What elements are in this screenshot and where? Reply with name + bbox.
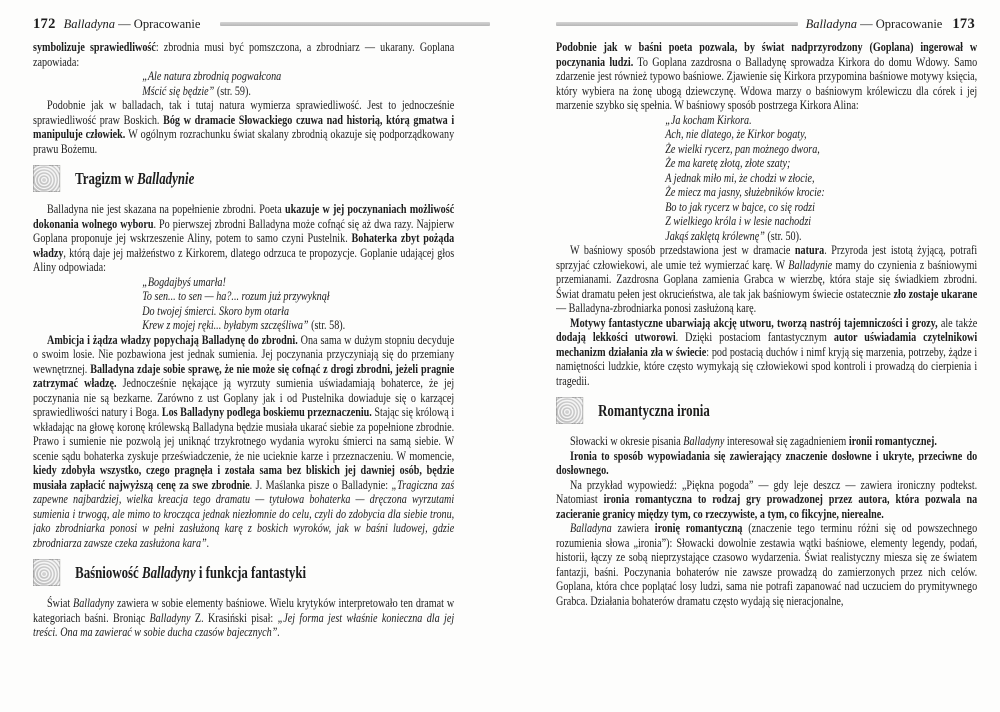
- text-segment: To sen... to sen — ha?... rozum już przywyknął: [142, 288, 330, 303]
- header-rule-left: [220, 22, 490, 26]
- text-segment: zawiera: [611, 520, 655, 535]
- section-title: [598, 397, 710, 424]
- text-segment: (str. 50).: [764, 227, 802, 243]
- text-segment: dodają lekkości utworowi: [556, 329, 676, 344]
- text-segment: Do twojej śmierci. Skoro bym otarła: [142, 302, 290, 318]
- text-segment: „Tragiczna zaś zapewne najbardziej, wielka kreacja tego dramatu — tytułowa bohaterka — dręczona wyrzutami sumienia i trwogą, ale mimo to krocząca jednak niezłomnie do celu, czyli do zdobycia dla siebie tronu, jako zbrodniarka ponosi w pełni zasłużoną karę z boskich wyroków, jak w baśni ludowej, gdzie zbrodniarza zawsze czeka zasłużona kara”.: [33, 476, 455, 550]
- running-title-suffix: — Opracowanie: [856, 16, 943, 31]
- header-rule-right: [556, 22, 798, 26]
- text-segment: Los Balladyny podlega boskiemu przeznaczeniu.: [161, 404, 372, 419]
- text-segment: A jednak miło mi, że chodzi w złocie,: [665, 169, 815, 185]
- text-segment: Podobnie jak w balladach, tak i tutaj natura wymierza sprawiedliwość. Jest to jednocześnie sprawiedliwość praw Boskich.: [33, 97, 455, 127]
- text-segment: W baśniowy sposób przedstawiona jest w dramacie: [570, 242, 795, 257]
- text-segment: „Ja kocham Kirkora.: [665, 111, 752, 127]
- text-segment: Z. Krasiński pisał:: [190, 609, 278, 625]
- page-number-right: 173: [952, 15, 975, 32]
- text-segment: , którą daje jej małżeństwo z Kirkorem, dlatego odrzuca te propozycje. Goplanie udającej głos Aliny odpowiada:: [33, 244, 455, 274]
- paragraph: [556, 243, 977, 316]
- verse-line: [142, 84, 454, 99]
- section-heading: [33, 559, 454, 586]
- running-title-book: Balladyna: [805, 16, 857, 31]
- text-segment: Bóg w dramacie Słowackiego czuwa nad historią, którą gmatwa i manipuluje człowiek.: [33, 111, 455, 141]
- verse-line: [665, 127, 977, 142]
- paragraph: [33, 98, 454, 156]
- text-segment: Świat: [47, 595, 74, 610]
- text-segment: Ach, nie dlatego, że Kirkor bogaty,: [665, 126, 807, 141]
- verse-quote: [142, 69, 454, 98]
- paragraph: [556, 449, 977, 478]
- verse-line: [665, 113, 977, 128]
- text-segment: Bo to jak rycerz w bajce, co się rodzi: [665, 198, 815, 214]
- section-heading: [33, 165, 454, 192]
- verse-line: [665, 142, 977, 157]
- text-segment: kiedy zdobyła wszystko, czego pragnęła i została sama bez bliskich jej dawniej osób, będzie musiała zapłacić najwyższą cenę za swe zbrodnie: [33, 462, 455, 492]
- text-segment: Balladynie: [788, 256, 833, 272]
- text-segment: „Ale natura zbrodnią pogwałcona: [142, 68, 282, 83]
- paragraph: [33, 333, 454, 551]
- text-segment: symbolizuje sprawiedliwość: [33, 40, 156, 54]
- text-segment: Na przykład wypowiedź: „Piękna pogoda” — gdy leje deszcz — zawiera ironiczny podtekst. Natomiast: [556, 476, 978, 506]
- verse-line: [665, 229, 977, 244]
- text-segment: Ona sama w dużym stopniu decyduje o swoim losie. Nie pozbawiona jest jednak sumienia. Jej poczynania przyczyniają się do przemiany wewnętrznej.: [33, 331, 455, 376]
- text-segment: Balladyny: [141, 563, 196, 582]
- text-segment: „Bogdajbyś umarła!: [142, 273, 226, 289]
- verse-line: [665, 171, 977, 186]
- verse-line: [142, 289, 454, 304]
- verse-line: [142, 318, 454, 333]
- text-segment: (znaczenie tego terminu różni się od powszechnego rozumienia słowa „ironia”): Słowacki dowolnie zestawia wątki baśniowe, elementy legendy, podań, historii, łączy ze sobą nieprzystające czasowo wydarzenia. Świat realistyczny miesza się ze światem fantazji, baśni. Poczynania bohaterów nie zawsze prowadzą do zamierzonych przez nich celów. Goplana, która chce poplątać losy ludzi, sama nie potrafi zapanować nad uczuciem do prymitywnego Grabca. Działania bohaterów dramatu często wydają się nieracjonalne,: [556, 520, 978, 608]
- section-ornament-swirl-icon: [556, 397, 583, 424]
- page-body-right: [556, 40, 977, 708]
- running-title-suffix: — Opracowanie: [115, 16, 201, 31]
- text-segment: Że miecz ma jasny, służebników krocie:: [665, 184, 825, 199]
- running-header-left: [33, 16, 490, 32]
- text-segment: Podobnie jak w baśni poeta pozwala, by świat nadprzyrodzony (Goplana) ingerował w poczynania ludzi.: [556, 40, 978, 69]
- text-segment: Baśniowość: [75, 563, 142, 582]
- text-segment: natura: [794, 242, 825, 257]
- paragraph: [556, 434, 977, 449]
- text-segment: Tragizm w: [75, 169, 138, 188]
- verse-line: [665, 200, 977, 215]
- text-segment: (str. 58).: [308, 317, 346, 332]
- text-segment: zawiera w sobie elementy baśniowe. Wielu krytyków interpretowało ten dramat w kategoriach baśni. Broniąc: [33, 595, 455, 625]
- paragraph: [33, 202, 454, 275]
- text-segment: Balladyna zdaje sobie sprawę, że nie może się cofnąć z drogi zbrodni, jeżeli pragnie zatrzymać władzę.: [33, 360, 455, 390]
- paragraph: [556, 478, 977, 522]
- text-segment: . Po pierwszej zbrodni Balladyna może cofnąć się aż dwa razy. Najpierw Goplana proponuje jej wskrzeszenie Aliny, potem to samo czyni Pustelnik.: [33, 215, 455, 245]
- running-header-right: [556, 16, 975, 32]
- text-segment: To Goplana zazdrosna o Balladynę sprowadza Kirkora do domu Wdowy. Samo zdarzenie jest również typowo baśniowe. Zjawienie się Kirkora przypomina baśniowe motywy księcia, który wybiera na żonę ubogą dziewczynę. Wdowa marzy o baśniowym królewiczu dla córek i jej marzenie szybko się spełnia. W baśniowy sposób postrzega Kirkora Alina:: [556, 53, 978, 112]
- text-segment: „Jej forma jest właśnie konieczna dla jej treści. Ona ma zawierać w sobie ducha czasów bajecznych”.: [33, 609, 455, 639]
- text-segment: Ironia to sposób wypowiadania się zawierający znaczenie dosłowne i ukryte, przeciwne do dosłownego.: [556, 447, 978, 477]
- section-ornament-swirl-icon: [33, 559, 60, 586]
- text-segment: Stając się królową i wkładając na głowę koronę królewską Balladyna będzie musiała ukarać siebie za popełnione zbrodnie. Prawo i sumienie nie pozwolą jej uniknąć trzykrotnego wydania wyroku śmierci na samą siebie. W scenie sądu bohaterka zyskuje przeświadczenie, że nie ucieknie karze i przeznaczeniu. W momencie,: [33, 404, 455, 463]
- paragraph: [33, 596, 454, 640]
- text-segment: autor uświadamia czytelnikowi mechanizm działania zła w świecie: [556, 329, 978, 359]
- text-segment: Krew z mojej ręki... byłabym szczęśliwa”: [142, 317, 309, 332]
- text-segment: W ogólnym rozrachunku świat skalany zbrodnią okazuje się podporządkowany prawu Bożemu.: [33, 126, 455, 156]
- text-segment: Ambicja i żądza władzy popychają Balladynę do zbrodni.: [47, 331, 298, 347]
- text-segment: Balladyny: [149, 609, 191, 625]
- section-title: [75, 559, 306, 586]
- text-segment: Słowacki w okresie pisania: [570, 433, 684, 448]
- text-segment: zło zostaje ukarane: [893, 285, 978, 301]
- text-segment: ironii romantycznej.: [848, 433, 937, 448]
- text-segment: (str. 59).: [214, 82, 251, 98]
- verse-quote: [142, 275, 454, 333]
- text-segment: Balladynie: [137, 169, 195, 188]
- text-segment: : pod postacią duchów i nimf kryją się marzenia, potrzeby, żądze i namiętności ludzkie, które często wymykają się człowiekowi spod kontroli i prowadzą do cierpienia i tragedii.: [556, 343, 978, 388]
- running-title-left: [64, 17, 201, 32]
- text-segment: Motywy fantastyczne ubarwiają akcję utworu, tworzą nastrój tajemniczości i grozy,: [570, 314, 938, 330]
- text-segment: Z wielkiego króla i w lesie nachodzi: [665, 213, 812, 228]
- verse-line: [142, 275, 454, 290]
- paragraph: [556, 316, 977, 389]
- text-segment: ale także: [937, 314, 978, 330]
- text-segment: Że wielki rycerz, pan możnego dwora,: [665, 140, 820, 156]
- page-number-left: 172: [33, 15, 56, 32]
- verse-line: [665, 185, 977, 200]
- verse-line: [142, 69, 454, 84]
- text-segment: . Przyroda jest istotą żyjącą, potrafi sprzyjać człowiekowi, ale umie też wymierzać karę. W: [556, 242, 978, 272]
- verse-line: [142, 304, 454, 319]
- text-segment: Jednocześnie nękające ją wyrzuty sumienia uświadamiają bohaterce, że jej poczynania nie są bezkarne. Zarówno z ust Goplany jak i od Pustelnika dowiaduje się o karzącej sprawiedliwości natury i Boga.: [33, 375, 455, 419]
- section-title: [75, 165, 194, 192]
- verse-line: [665, 214, 977, 229]
- text-segment: Romantyczna ironia: [598, 401, 710, 420]
- running-title-right: [806, 17, 943, 32]
- text-segment: Balladyna: [570, 520, 612, 535]
- text-segment: interesował się zagadnieniem: [724, 433, 849, 448]
- text-segment: . J. Maślanka pisze o Balladynie:: [249, 476, 392, 492]
- text-segment: ironię romantyczną: [654, 520, 743, 535]
- verse-quote: [665, 113, 977, 244]
- paragraph: [33, 40, 454, 69]
- text-segment: Jakąś zaklętą królewnę”: [665, 227, 765, 243]
- paragraph: [556, 40, 977, 113]
- page-right: [500, 0, 1000, 712]
- text-segment: Że ma karetę złotą, złote szaty;: [665, 155, 791, 170]
- text-segment: mamy do czynienia z baśniowymi przemianami. Zazdrosna Goplana zamienia Grabca w wierzbę, która staje się świadkiem zbrodni. Świat dramatu pełen jest okrucieństwa, ale tak jak baśniowym świecie ostatecznie: [556, 256, 978, 301]
- text-segment: ukazuje w jej poczynaniach możliwość dokonania wolnego wyboru: [33, 201, 455, 231]
- text-segment: Bohaterka zbyt pożąda władzy: [33, 230, 455, 260]
- section-ornament-swirl-icon: [33, 165, 60, 192]
- text-segment: : zbrodnia musi być pomszczona, a zbrodniarz — ukarany. Goplana zapowiada:: [33, 40, 455, 69]
- text-segment: Balladyny: [73, 595, 115, 610]
- text-segment: . Dzięki postaciom fantastycznym: [675, 329, 834, 344]
- verse-line: [665, 156, 977, 171]
- text-segment: Mścić się będzie”: [142, 82, 215, 98]
- text-segment: i funkcja fantastyki: [195, 563, 307, 582]
- text-segment: ironia romantyczna to rodzaj gry prowadzonej przez autora, która pozwala na zacieranie granicy między tym, co rzeczywiste, a tym, co fikcyjne, nierealne.: [556, 491, 978, 521]
- page-body-left: [33, 40, 454, 708]
- running-title-book: Balladyna: [63, 16, 116, 31]
- section-heading: [556, 397, 977, 424]
- text-segment: Balladyny: [683, 433, 725, 448]
- text-segment: Balladyna nie jest skazana na popełnienie zbrodni. Poeta: [47, 201, 285, 216]
- text-segment: — Balladyna-zbrodniarka ponosi zasłużoną karę.: [556, 300, 757, 315]
- paragraph: [556, 521, 977, 608]
